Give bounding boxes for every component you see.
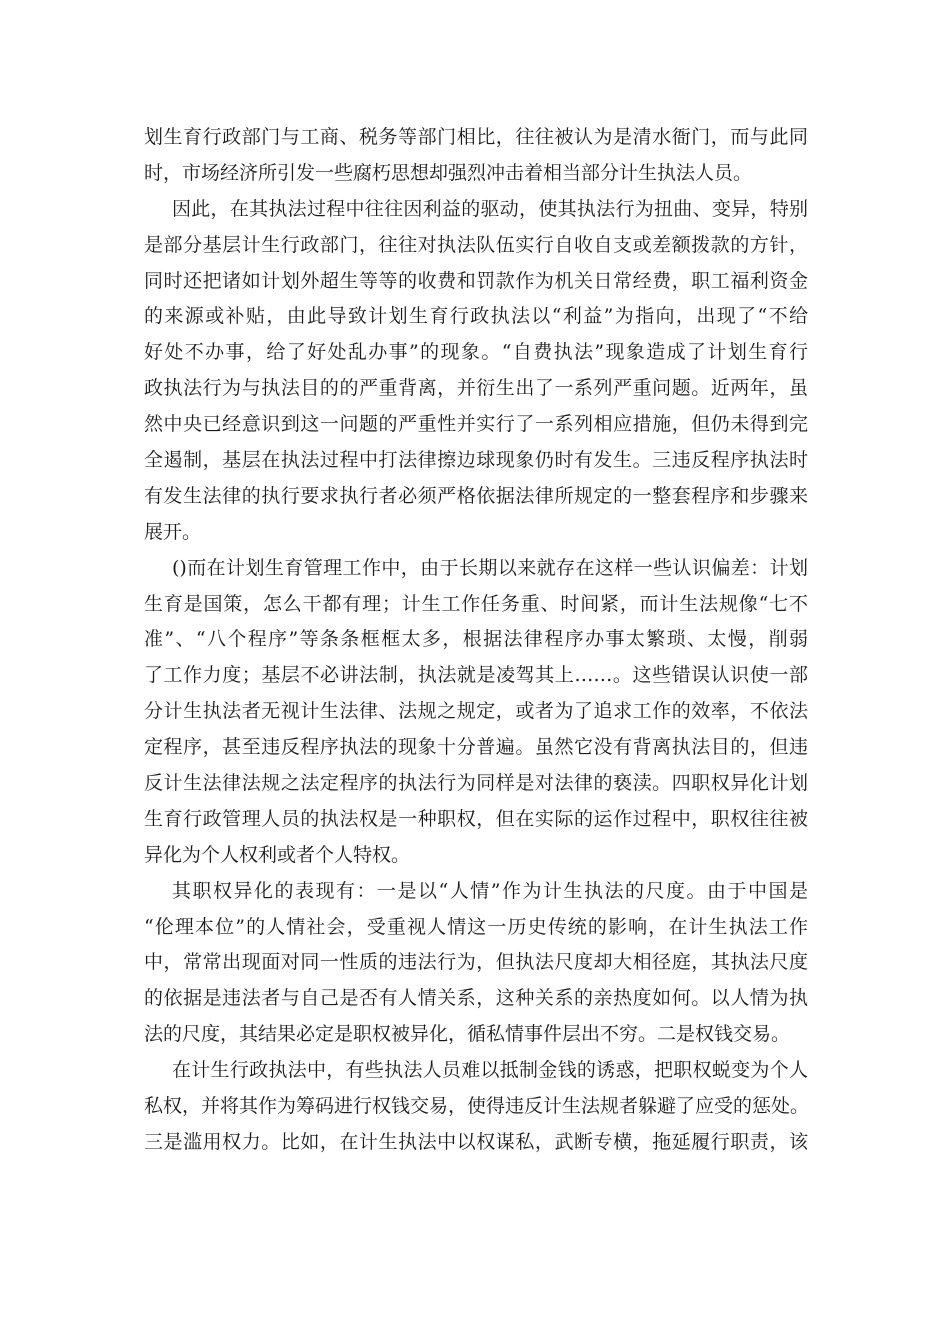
text-line: 是部分基层计生行政部门，往往对执法队伍实行自收自支或差额拨款的方针， <box>144 233 808 256</box>
text-line: 分计生执法者无视计生法律、法规之规定，或者为了追求工作的效率，不依法 <box>144 700 808 723</box>
text-line: 准”、“八个程序”等条条框框太多，根据法律程序办事太繁琐、太慢，削弱 <box>144 628 808 651</box>
text-line: 三是滥用权力。比如，在计生执法中以权谋私，武断专横，拖延履行职责，该 <box>144 1130 808 1153</box>
text-line: 划生育行政部门与工商、税务等部门相比，往往被认为是清水衙门，而与此同 <box>144 126 808 148</box>
text-line: 然中央已经意识到这一问题的严重性并实行了一系列相应措施，但仍未得到完 <box>144 413 808 436</box>
text-line: 定程序，甚至违反程序执法的现象十分普遍。虽然它没有背离执法目的，但违 <box>144 736 808 759</box>
text-line: 有发生法律的执行要求执行者必须严格依据法律所规定的一整套程序和步骤来 <box>144 484 808 507</box>
text-line: 的依据是违法者与自己是否有人情关系，这种关系的亲热度如何。以人情为执 <box>144 987 808 1010</box>
text-line: 生育是国策，怎么干都有理；计生工作任务重、时间紧，而计生法规像“七不 <box>144 592 808 615</box>
text-line: 因此，在其执法过程中往往因利益的驱动，使其执法行为扭曲、变异，特别 <box>172 197 808 220</box>
text-line: 中，常常出现面对同一性质的违法行为，但执法尺度却大相径庭，其执法尺度 <box>144 951 808 974</box>
text-line: 在计生行政执法中，有些执法人员难以抵制金钱的诱惑，把职权蜕变为个人 <box>172 1059 808 1082</box>
text-line: 了工作力度；基层不必讲法制，执法就是凌驾其上……。这些错误认识使一部 <box>144 664 808 687</box>
text-line: 异化为个人权利或者个人特权。 <box>144 843 411 866</box>
body-text <box>144 120 808 1161</box>
text-line: 政执法行为与执法目的的严重背离，并衍生出了一系列严重问题。近两年，虽 <box>144 377 808 400</box>
text-line: 同时还把诸如计划外超生等等的收费和罚款作为机关日常经费，职工福利资金 <box>144 269 808 292</box>
text-line: 时，市场经济所引发一些腐朽思想却强烈冲击着相当部分计生执法人员。 <box>144 161 753 184</box>
text-line: 全遏制，基层在执法过程中打法律擦边球现象仍时有发生。三违反程序执法时 <box>144 449 808 472</box>
text-line: “伦理本位”的人情社会，受重视人情这一历史传统的影响，在计生执法工作 <box>144 915 808 938</box>
text-line: 生育行政管理人员的执法权是一种职权，但在实际的运作过程中，职权往往被 <box>144 807 808 830</box>
text-line: 好处不办事，给了好处乱办事”的现象。“自费执法”现象造成了计划生育行 <box>144 341 808 364</box>
text-line: 展开。 <box>144 520 202 543</box>
text-line: 的来源或补贴，由此导致计划生育行政执法以“利益”为指向，出现了“不给 <box>144 305 808 328</box>
text-line: 反计生法律法规之法定程序的执法行为同样是对法律的亵渎。四职权异化计划 <box>144 772 808 795</box>
text-line: 法的尺度，其结果必定是职权被异化，循私情事件层出不穷。二是权钱交易。 <box>144 1023 791 1046</box>
text-line: 其职权异化的表现有：一是以“人情”作为计生执法的尺度。由于中国是 <box>172 879 808 902</box>
text-line: 私权，并将其作为筹码进行权钱交易，使得违反计生法规者躲避了应受的惩处。 <box>144 1095 810 1118</box>
text-line: ()而在计划生育管理工作中，由于长期以来就存在这样一些认识偏差：计划 <box>172 556 808 579</box>
